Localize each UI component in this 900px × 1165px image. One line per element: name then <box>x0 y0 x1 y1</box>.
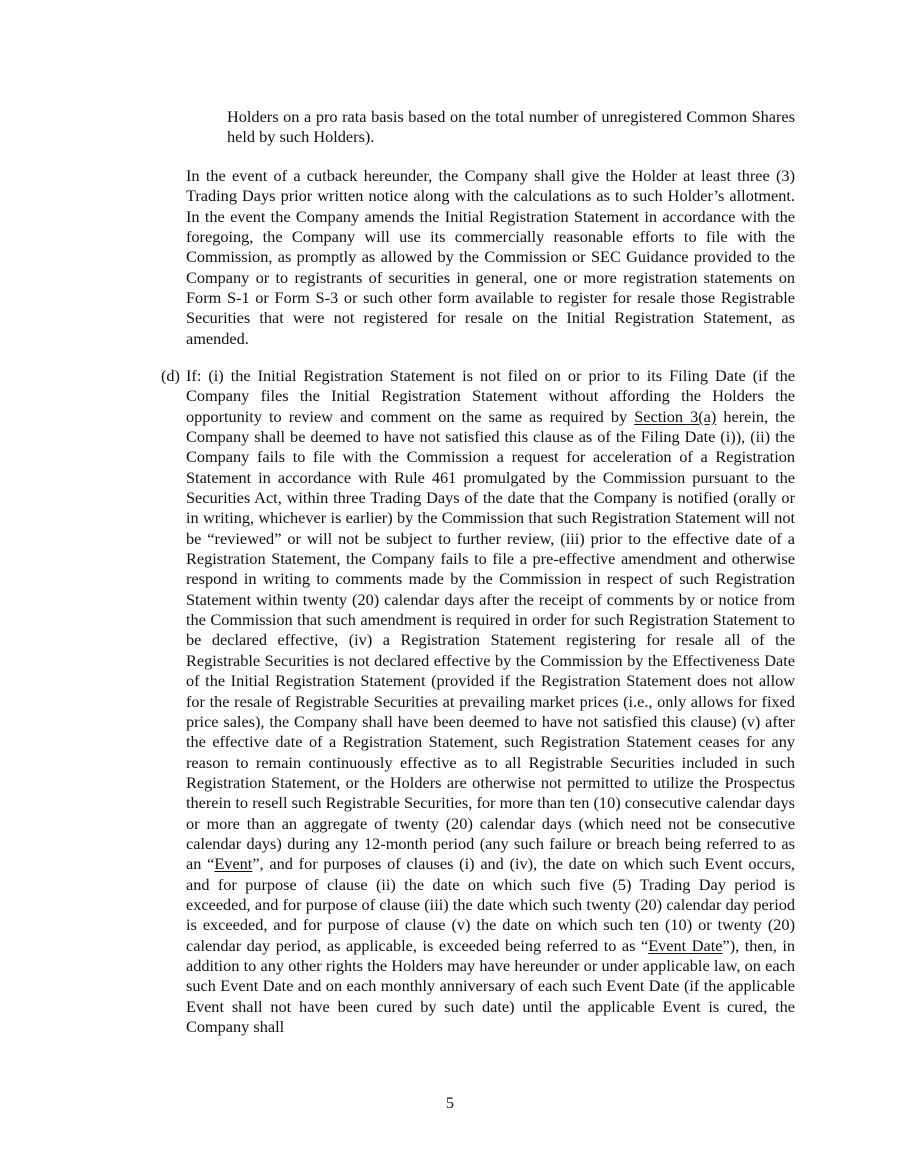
page-number: 5 <box>445 1093 455 1112</box>
defined-term-event: Event <box>214 854 253 874</box>
section-d-paragraph <box>186 366 795 1037</box>
section-d-label: (d) <box>161 366 180 385</box>
section-d-text-c: ”, and for purposes of clauses (i) and (iv), the date on which such Event occurs, and for purpose of clause (ii) the date on which such five (5) Trading Day period is exceeded, and for purpose of clause (iii) the date which such twenty (20) calendar day period is exceeded, and for purpose of clause (v) the date on which such ten (10) or twenty (20) calendar day period, as applicable, is exceeded being referred to as “ <box>186 854 795 955</box>
paragraph-cutback-notice: In the event of a cutback hereunder, the Company shall give the Holder at least three (3) Trading Days prior written notice along with the calculations as to such Holder’s allotment. In the event the Company amends the Initial Registration Statement in accordance with the foregoing, the Company will use its commercially reasonable efforts to file with the Commission, as promptly as allowed by the Commission or SEC Guidance provided to the Company or to registrants of securities in general, one or more registration statements on Form S-1 or Form S-3 or such other form available to register for resale those Registrable Securities that were not registered for resale on the Initial Registration Statement, as amended. <box>186 166 795 348</box>
section-d-text-d: ”), then, in addition to any other rights the Holders may have hereunder or under applicable law, on each such Event Date and on each monthly anniversary of each such Event Date (if the applicable Event shall not have been cured by such date) until the applicable Event is cured, the Company shall <box>186 935 796 1036</box>
paragraph-continuation: Holders on a pro rata basis based on the total number of unregistered Common Shares held by such Holders). <box>227 107 795 147</box>
section-3a-reference: Section 3(a) <box>634 406 717 426</box>
defined-term-event-date: Event Date <box>648 935 723 955</box>
section-d-text-b: herein, the Company shall be deemed to have not satisfied this clause as of the Filing Date (i)), (ii) the Company fails to file with the Commission a request for acceleration of a Registration Statement in accordance with Rule 461 promulgated by the Commission pursuant to the Securities Act, within three Trading Days of the date that the Company is notified (orally or in writing, whichever is earlier) by the Commission that such Registration Statement will not be “reviewed” or will not be subject to further review, (iii) prior to the effective date of a Registration Statement, the Company fails to file a pre-effective amendment and otherwise respond in writing to comments made by the Commission in respect of such Registration Statement within twenty (20) calendar days after the receipt of comments by or notice from the Commission that such amendment is required in order for such Registration Statement to be declared effective, (iv) a Registration Statement registering for resale all of the Registrable Securities is not declared effective by the Commission by the Effectiveness Date of the Initial Registration Statement (provided if the Registration Statement does not allow for the resale of Registrable Securities at prevailing market prices (i.e., only allows for fixed price sales), the Company shall have been deemed to have not satisfied this clause) (v) after the effective date of a Registration Statement, such Registration Statement ceases for any reason to remain continuously effective as to all Registrable Securities included in such Registration Statement, or the Holders are otherwise not permitted to utilize the Prospectus therein to resell such Registrable Securities, for more than ten (10) consecutive calendar days or more than an aggregate of twenty (20) calendar days (which need not be consecutive calendar days) during any 12-month period (any such failure or breach being referred to as an “ <box>186 406 796 874</box>
section-d-text-a: If: (i) the Initial Registration Statement is not filed on or prior to its Filing Date (if the Company files the Initial Registration Statement without affording the Holders the opportunity to review and comment on the same as required by <box>186 366 795 426</box>
